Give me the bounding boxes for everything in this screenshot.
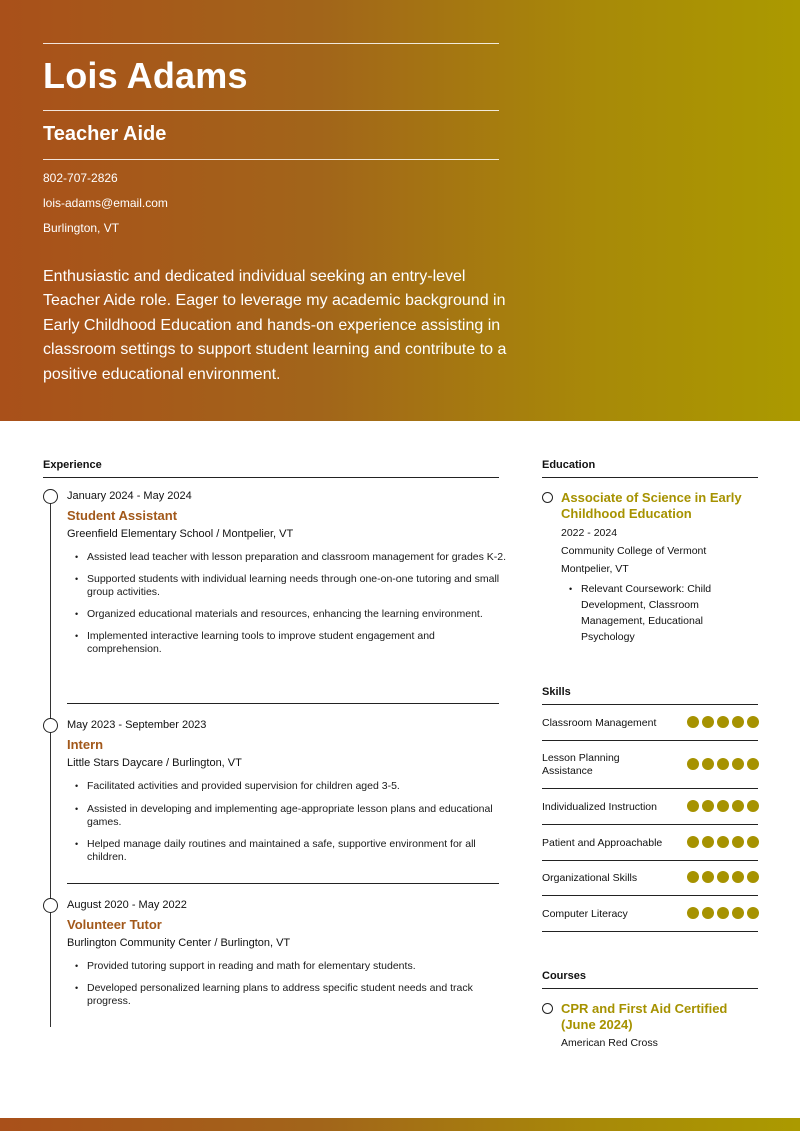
skill-level-dot (732, 907, 744, 919)
skill-level-dot (702, 716, 714, 728)
section-divider (542, 704, 758, 705)
education-years: 2022 - 2024 (561, 527, 618, 539)
timeline-marker (43, 718, 58, 733)
skill-level-dot (732, 871, 744, 883)
skill-level-dot (717, 907, 729, 919)
education-degree: Associate of Science in Early Childhood Education (561, 490, 742, 521)
skills-heading: Skills (542, 686, 571, 698)
skill-name: Classroom Management (542, 717, 657, 729)
experience-organization: Burlington Community Center / Burlington, VT (67, 937, 291, 949)
list-item: • Helped manage daily routines and maintained a safe, supportive environment for all children. (67, 838, 512, 864)
skill-rating (687, 836, 759, 848)
skill-rating (687, 871, 759, 883)
list-item: • Implemented interactive learning tools to improve student engagement and comprehension. (67, 630, 512, 656)
experience-dates: January 2024 - May 2024 (67, 490, 192, 502)
course-name: CPR and First Aid Certified (June 2024) (561, 1001, 728, 1032)
list-item: • Supported students with individual learning needs through one-on-one tutoring and small group activities. (67, 573, 512, 599)
skill-level-dot (717, 800, 729, 812)
resume-header (0, 0, 800, 421)
skill-level-dot (747, 871, 759, 883)
list-item: • Provided tutoring support in reading and math for elementary students. (67, 960, 512, 973)
skill-name: Patient and Approachable (542, 837, 663, 849)
skill-divider (542, 931, 758, 932)
education-location: Montpelier, VT (561, 563, 629, 575)
header-divider (43, 43, 499, 44)
skill-divider (542, 788, 758, 789)
education-school: Community College of Vermont (561, 545, 707, 557)
skill-level-dot (732, 800, 744, 812)
skill-level-dot (717, 716, 729, 728)
courses-heading: Courses (542, 970, 587, 982)
education-bullets (561, 581, 751, 645)
course-marker (542, 1003, 553, 1014)
header-divider (43, 159, 499, 160)
timeline-marker (43, 898, 58, 913)
professional-summary: Enthusiastic and dedicated individual seeking an entry-level Teacher Aide role. Eager to leverage my academic background in Early Childhood Education and hands-on experience assisting in classroom settings to support student learning and contribute to a positive educational environment. (43, 268, 507, 383)
skill-level-dot (687, 907, 699, 919)
skill-rating (687, 758, 759, 770)
experience-bullets (67, 960, 512, 1008)
experience-role: Student Assistant (67, 508, 178, 523)
skill-level-dot (687, 716, 699, 728)
experience-dates: May 2023 - September 2023 (67, 719, 207, 731)
experience-role: Volunteer Tutor (67, 917, 162, 932)
location: Burlington, VT (43, 221, 120, 235)
skill-name: Computer Literacy (542, 908, 628, 920)
experience-timeline (50, 496, 51, 1027)
skill-level-dot (747, 758, 759, 770)
skill-level-dot (702, 758, 714, 770)
section-divider (43, 477, 499, 478)
experience-organization: Greenfield Elementary School / Montpelier, VT (67, 528, 294, 540)
skill-name: Organizational Skills (542, 872, 638, 884)
list-item: • Assisted lead teacher with lesson preparation and classroom management for grades K-2. (67, 551, 512, 564)
education-marker (542, 492, 553, 503)
experience-bullets (67, 551, 512, 656)
email-address: lois-adams@email.com (43, 196, 168, 210)
skill-level-dot (747, 907, 759, 919)
list-item: • Facilitated activities and provided supervision for children aged 3-5. (67, 780, 512, 793)
list-item: • Developed personalized learning plans to address specific student needs and track progress. (67, 982, 512, 1008)
skill-rating (687, 800, 759, 812)
course-provider: American Red Cross (561, 1037, 658, 1049)
skill-level-dot (702, 907, 714, 919)
item-divider (67, 703, 499, 704)
phone-number: 802-707-2826 (43, 171, 118, 185)
skill-level-dot (747, 800, 759, 812)
skill-divider (542, 740, 758, 741)
skill-level-dot (732, 716, 744, 728)
education-heading: Education (542, 459, 596, 471)
skill-level-dot (687, 758, 699, 770)
candidate-name: Lois Adams (43, 55, 248, 96)
header-divider (43, 110, 499, 111)
skill-level-dot (702, 836, 714, 848)
experience-dates: August 2020 - May 2022 (67, 899, 187, 911)
skill-name: Lesson Planning Assistance (542, 752, 620, 777)
skill-level-dot (717, 871, 729, 883)
skill-rating (687, 716, 759, 728)
skill-level-dot (732, 836, 744, 848)
skill-level-dot (687, 800, 699, 812)
section-divider (542, 988, 758, 989)
skill-level-dot (717, 836, 729, 848)
skill-name: Individualized Instruction (542, 801, 657, 813)
experience-role: Intern (67, 737, 104, 752)
job-title: Teacher Aide (43, 123, 167, 145)
skill-level-dot (702, 871, 714, 883)
skill-rating (687, 907, 759, 919)
section-divider (542, 477, 758, 478)
skill-level-dot (702, 800, 714, 812)
skill-divider (542, 824, 758, 825)
skill-level-dot (687, 836, 699, 848)
list-item: • Organized educational materials and resources, enhancing the learning environment. (67, 608, 512, 621)
skill-level-dot (717, 758, 729, 770)
skill-level-dot (747, 836, 759, 848)
experience-heading: Experience (43, 459, 102, 471)
skill-divider (542, 895, 758, 896)
list-item: • Relevant Coursework: Child Development, Classroom Management, Educational Psychology (561, 581, 751, 645)
footer-accent-bar (0, 1118, 800, 1131)
list-item: • Assisted in developing and implementing age-appropriate lesson plans and educational games. (67, 803, 512, 829)
experience-organization: Little Stars Daycare / Burlington, VT (67, 757, 242, 769)
skill-divider (542, 860, 758, 861)
skill-level-dot (747, 716, 759, 728)
item-divider (67, 883, 499, 884)
skill-level-dot (687, 871, 699, 883)
experience-bullets (67, 780, 512, 864)
timeline-marker (43, 489, 58, 504)
skill-level-dot (732, 758, 744, 770)
